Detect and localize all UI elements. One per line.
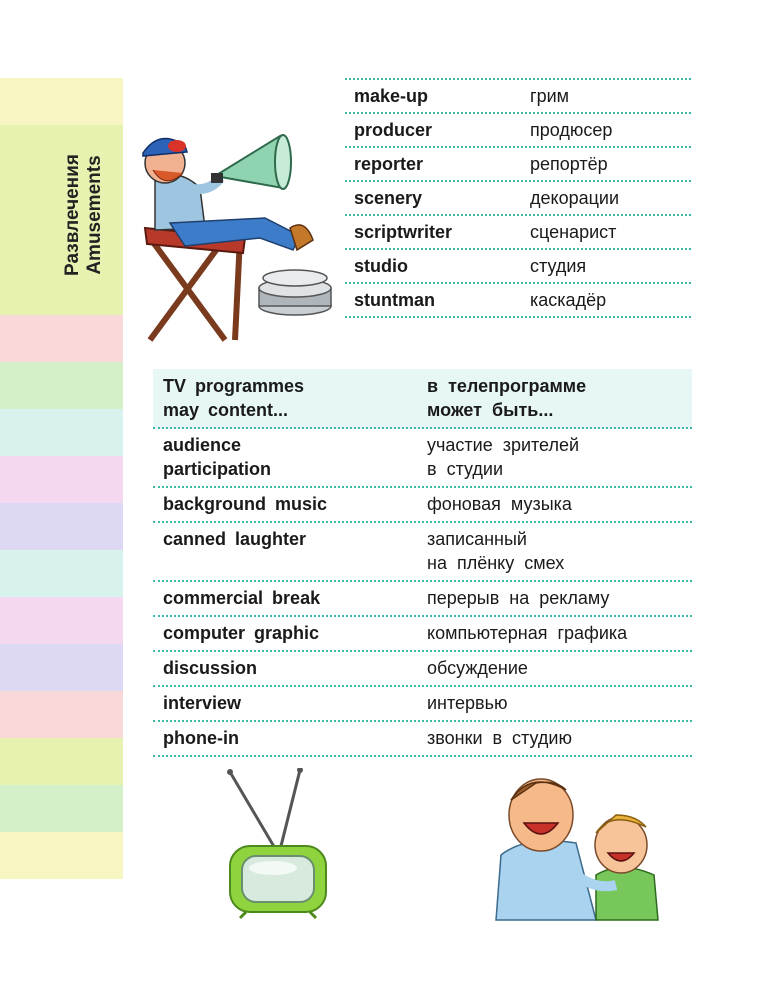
section-tab bbox=[0, 503, 123, 550]
table-header bbox=[153, 369, 692, 429]
term-ru bbox=[427, 527, 564, 575]
term-ru-line: компьютерная графика bbox=[427, 623, 628, 643]
term-ru: грим bbox=[530, 85, 570, 106]
header-ru-line-2: может быть... bbox=[427, 400, 554, 420]
term-ru bbox=[427, 433, 579, 481]
term-ru bbox=[427, 691, 508, 715]
section-label bbox=[62, 140, 106, 290]
section-label-en: Amusements bbox=[84, 155, 105, 275]
term-ru: продюсер bbox=[530, 119, 613, 140]
term-en: scenery bbox=[354, 187, 423, 208]
term-ru bbox=[427, 492, 572, 516]
table-row bbox=[153, 617, 692, 652]
term-en-line: background music bbox=[163, 494, 328, 514]
vocabulary-table-1 bbox=[345, 78, 691, 318]
table-row bbox=[153, 582, 692, 617]
term-ru-line: фоновая музыка bbox=[427, 494, 572, 514]
term-en-line: canned laughter bbox=[163, 529, 307, 549]
term-ru: декорации bbox=[530, 187, 620, 208]
table-row bbox=[153, 722, 692, 757]
term-en: studio bbox=[354, 255, 408, 276]
term-en-line: discussion bbox=[163, 658, 258, 678]
table-row bbox=[153, 687, 692, 722]
term-en bbox=[153, 433, 427, 481]
term-ru-line: записанный bbox=[427, 529, 527, 549]
term-en bbox=[153, 527, 427, 575]
header-ru bbox=[427, 374, 586, 422]
term-ru-line: на плёнку смех bbox=[427, 553, 565, 573]
term-ru-line: интервью bbox=[427, 693, 508, 713]
table-row bbox=[345, 248, 691, 282]
term-ru bbox=[427, 586, 609, 610]
term-ru-line: обсуждение bbox=[427, 658, 528, 678]
section-tab bbox=[0, 785, 123, 832]
section-tab bbox=[0, 362, 123, 409]
section-tab bbox=[0, 409, 123, 456]
term-en: make-up bbox=[354, 85, 429, 106]
tv-illustration bbox=[218, 768, 338, 923]
director-illustration bbox=[125, 118, 340, 346]
term-en-line: participation bbox=[163, 459, 272, 479]
term-ru-line: перерыв на рекламу bbox=[427, 588, 610, 608]
term-en: producer bbox=[354, 119, 433, 140]
term-ru-line: участие зрителей bbox=[427, 435, 580, 455]
term-ru bbox=[427, 656, 528, 680]
term-ru: репортёр bbox=[530, 153, 608, 174]
laughing-people-illustration bbox=[486, 765, 671, 925]
term-en bbox=[153, 621, 427, 645]
section-tab bbox=[0, 456, 123, 503]
term-en-line: computer graphic bbox=[163, 623, 320, 643]
section-label-ru: Развлечения bbox=[62, 154, 83, 276]
header-en bbox=[153, 374, 427, 422]
table-row bbox=[153, 652, 692, 687]
section-tab bbox=[0, 597, 123, 644]
term-en: scriptwriter bbox=[354, 221, 453, 242]
term-ru-line: в студии bbox=[427, 459, 504, 479]
table-row bbox=[345, 180, 691, 214]
table-row bbox=[345, 78, 691, 112]
section-tab bbox=[0, 691, 123, 738]
term-en bbox=[153, 656, 427, 680]
term-en-line: audience bbox=[163, 435, 242, 455]
term-en-line: commercial break bbox=[163, 588, 321, 608]
term-en-line: phone-in bbox=[163, 728, 239, 748]
section-tab bbox=[0, 738, 123, 785]
term-en: reporter bbox=[354, 153, 424, 174]
section-tab bbox=[0, 832, 123, 879]
term-ru: каскадёр bbox=[530, 289, 607, 310]
table-row bbox=[153, 429, 692, 488]
term-ru: студия bbox=[530, 255, 587, 276]
section-tab bbox=[0, 78, 123, 125]
header-ru-line-1: в телепрограмме bbox=[427, 376, 587, 396]
term-en: stuntman bbox=[354, 289, 435, 310]
header-en-line-2: may content... bbox=[163, 400, 289, 420]
term-ru-line: звонки в студию bbox=[427, 728, 572, 748]
term-en bbox=[153, 492, 427, 516]
table-row bbox=[345, 146, 691, 180]
vocabulary-table-2 bbox=[153, 369, 692, 757]
term-ru: сценарист bbox=[530, 221, 617, 242]
section-tab bbox=[0, 644, 123, 691]
term-ru bbox=[427, 621, 627, 645]
header-en-line-1: TV programmes bbox=[163, 376, 305, 396]
term-en bbox=[153, 586, 427, 610]
section-tab bbox=[0, 550, 123, 597]
table-row bbox=[345, 112, 691, 146]
term-ru bbox=[427, 726, 572, 750]
table-row bbox=[345, 214, 691, 248]
table-row bbox=[153, 488, 692, 523]
term-en bbox=[153, 691, 427, 715]
term-en-line: interview bbox=[163, 693, 242, 713]
term-en bbox=[153, 726, 427, 750]
table-row bbox=[345, 282, 691, 318]
table-row bbox=[153, 523, 692, 582]
section-tab bbox=[0, 315, 123, 362]
